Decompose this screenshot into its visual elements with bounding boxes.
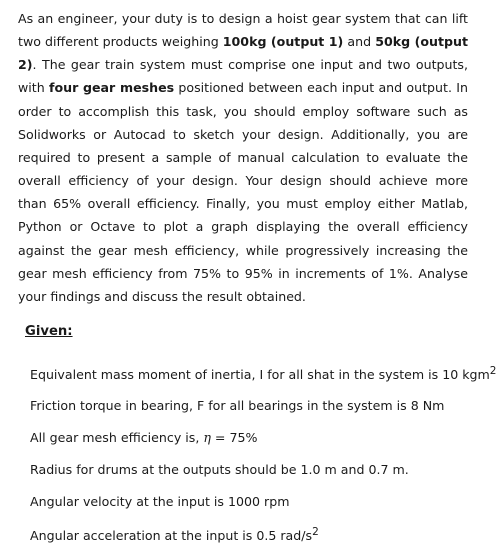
acceleration-exponent: 2 [312,526,319,538]
assignment-text-4: positioned between each input and output. In order to accomplish this task, you should employ software such as Solidworks or Autocad to sketch your design. Additionally, you are required to present a sample of manual calculation to evaluate the overall efficiency of your design. Your design should achieve more than 65% overall efficiency. Finally, you must employ either Matlab, Python or Octave to plot a graph displaying the overall efficiency against the gear mesh efficiency, while progressively increasing the gear mesh efficiency from 75% to 95% in increments of 1%. Analyse your findings and discuss the result obtained. [18,80,468,304]
given-angular-acceleration [30,526,319,543]
given-drum-radius: Radius for drums at the outputs should be 1.0 m and 0.7 m. [30,462,409,477]
given-heading: Given: [25,324,73,339]
given-inertia [30,365,496,382]
mesh-efficiency-label: All gear mesh efficiency is, [30,430,204,445]
assignment-paragraph [18,7,468,308]
acceleration-text: Angular acceleration at the input is 0.5 rad/s [30,528,313,544]
assignment-text-3: . The gear train system must comprise one input and two outputs, with [18,57,468,96]
given-mesh-efficiency [30,430,257,445]
gear-meshes-emphasis: four gear meshes [49,80,175,96]
inertia-exponent: 2 [489,365,496,377]
inertia-text: Equivalent mass moment of inertia, I for all shat in the system is 10 kgm [30,367,490,383]
assignment-text-2: and [343,34,376,50]
given-friction: Friction torque in bearing, F for all bearings in the system is 8 Nm [30,398,445,413]
given-angular-velocity: Angular velocity at the input is 1000 rpm [30,494,290,509]
mesh-efficiency-value: = 75% [210,430,258,445]
output-1-weight: 100kg (output 1) [222,34,344,50]
assignment-text-1: As an engineer, your duty is to design a hoist gear system that can lift two different products weighing [18,11,468,50]
eta-symbol: η [203,430,211,445]
output-2-weight: 50kg (output 2) [18,34,468,73]
